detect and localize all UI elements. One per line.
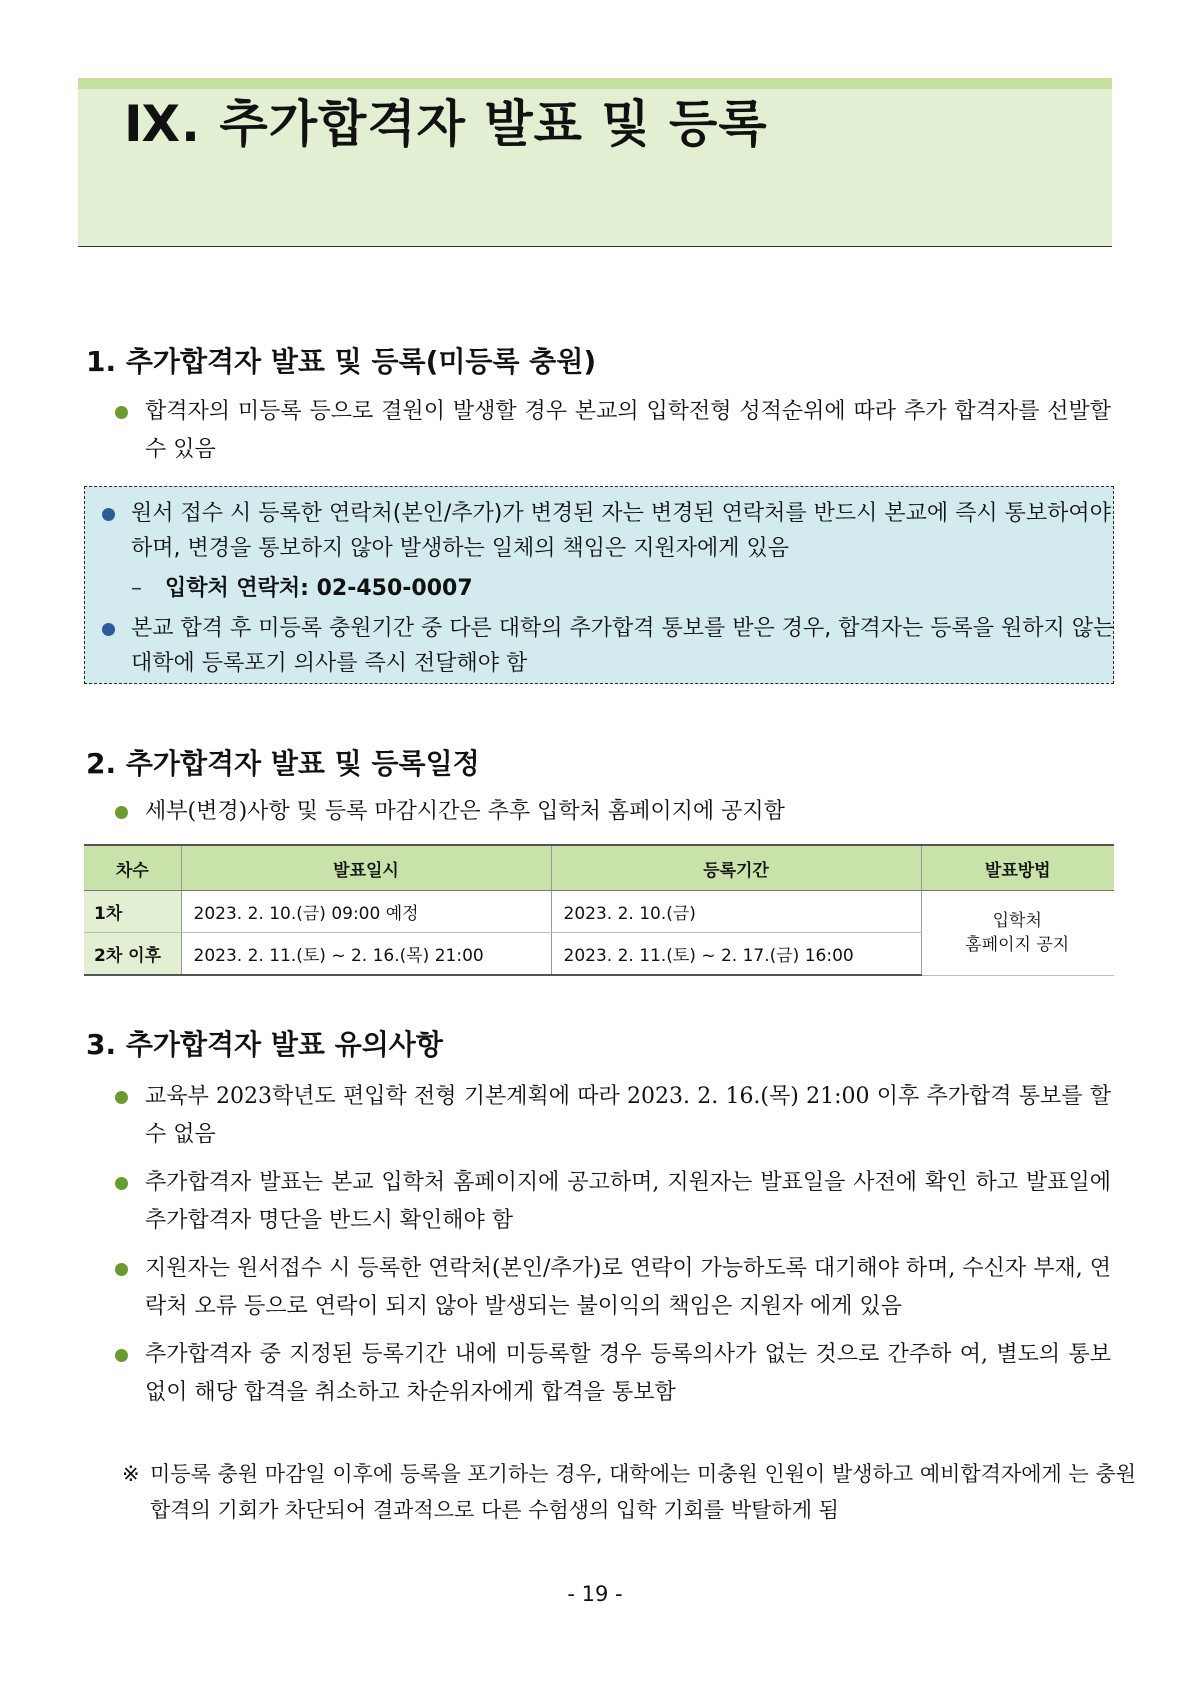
bullet-item: 합격자의 미등록 등으로 결원이 발생할 경우 본교의 입학전형 성적순위에 따라 추가 합격자를 선발할 수 있음 xyxy=(113,393,1111,469)
contact-line xyxy=(131,571,473,602)
column-header: 발표일시 xyxy=(181,845,551,891)
reference-mark: ※ xyxy=(122,1462,140,1486)
bullet-item: 지원자는 원서접수 시 등록한 연락처(본인/추가)로 연락이 가능하도록 대기해야 하며, 수신자 부재, 연락처 오류 등으로 연락이 되지 않아 발생되는 불이익의 책임은 지원자 에게 있음 xyxy=(113,1250,1111,1326)
register-cell: 2023. 2. 10.(금) xyxy=(551,891,921,933)
section-3-heading: 3. 추가합격자 발표 유의사항 xyxy=(86,1028,443,1061)
announce-cell: 2023. 2. 10.(금) 09:00 예정 xyxy=(181,891,551,933)
section-2-bullets xyxy=(113,793,1111,831)
column-header: 등록기간 xyxy=(551,845,921,891)
bullet-item: 교육부 2023학년도 편입학 전형 기본계획에 따라 2023. 2. 16.(목) 21:00 이후 추가합격 통보를 할 수 없음 xyxy=(113,1078,1111,1154)
page-number: - 19 - xyxy=(567,1582,623,1606)
column-header: 발표방법 xyxy=(921,845,1114,891)
method-line: 홈페이지 공지 xyxy=(965,934,1070,955)
schedule-table xyxy=(84,844,1114,976)
bullet-item: 세부(변경)사항 및 등록 마감시간은 추후 입학처 홈페이지에 공지함 xyxy=(113,793,1111,831)
footnote xyxy=(122,1456,1142,1528)
bullet-item: 추가합격자 중 지정된 등록기간 내에 미등록할 경우 등록의사가 없는 것으로 간주하 여, 별도의 통보 없이 해당 합격을 취소하고 차순위자에게 합격을 통보함 xyxy=(113,1336,1111,1412)
register-cell: 2023. 2. 11.(토) ~ 2. 17.(금) 16:00 xyxy=(551,933,921,976)
round-cell: 1차 xyxy=(84,891,181,933)
notice-box xyxy=(84,486,1114,684)
method-cell xyxy=(921,891,1114,976)
bullet-item: 추가합격자 발표는 본교 입학처 홈페이지에 공고하며, 지원자는 발표일을 사전에 확인 하고 발표일에 추가합격자 명단을 반드시 확인해야 함 xyxy=(113,1164,1111,1240)
chapter-title: Ⅸ. 추가합격자 발표 및 등록 xyxy=(124,95,768,153)
round-cell: 2차 이후 xyxy=(84,933,181,976)
table-row xyxy=(84,891,1114,933)
section-1-heading: 1. 추가합격자 발표 및 등록(미등록 충원) xyxy=(86,345,597,378)
footnote-text: 미등록 충원 마감일 이후에 등록을 포기하는 경우, 대학에는 미충원 인원이 발생하고 예비합격자에게 는 충원합격의 기회가 차단되어 결과적으로 다른 수험생의 입학 기회를 박탈하게 됨 xyxy=(150,1462,1137,1522)
announce-cell: 2023. 2. 11.(토) ~ 2. 16.(목) 21:00 xyxy=(181,933,551,976)
section-3-bullets xyxy=(113,1078,1111,1412)
table-header-row xyxy=(84,845,1114,891)
section-2-heading: 2. 추가합격자 발표 및 등록일정 xyxy=(86,747,480,780)
contact-label: 입학처 연락처: 02-450-0007 xyxy=(165,576,473,601)
method-line: 입학처 xyxy=(992,910,1042,931)
notice-item: 본교 합격 후 미등록 충원기간 중 다른 대학의 추가합격 통보를 받은 경우, 합격자는 등록을 원하지 않는 대학에 등록포기 의사를 즉시 전달해야 함 xyxy=(99,611,1131,681)
section-1-bullets xyxy=(113,393,1111,469)
column-header: 차수 xyxy=(84,845,181,891)
notice-item: 원서 접수 시 등록한 연락처(본인/추가)가 변경된 자는 변경된 연락처를 반드시 본교에 즉시 통보하여야 하며, 변경을 통보하지 않아 발생하는 일체의 책임은 지원자에게 있음 xyxy=(99,496,1131,566)
chapter-header xyxy=(78,78,1112,247)
dash-marker: – xyxy=(131,576,142,601)
